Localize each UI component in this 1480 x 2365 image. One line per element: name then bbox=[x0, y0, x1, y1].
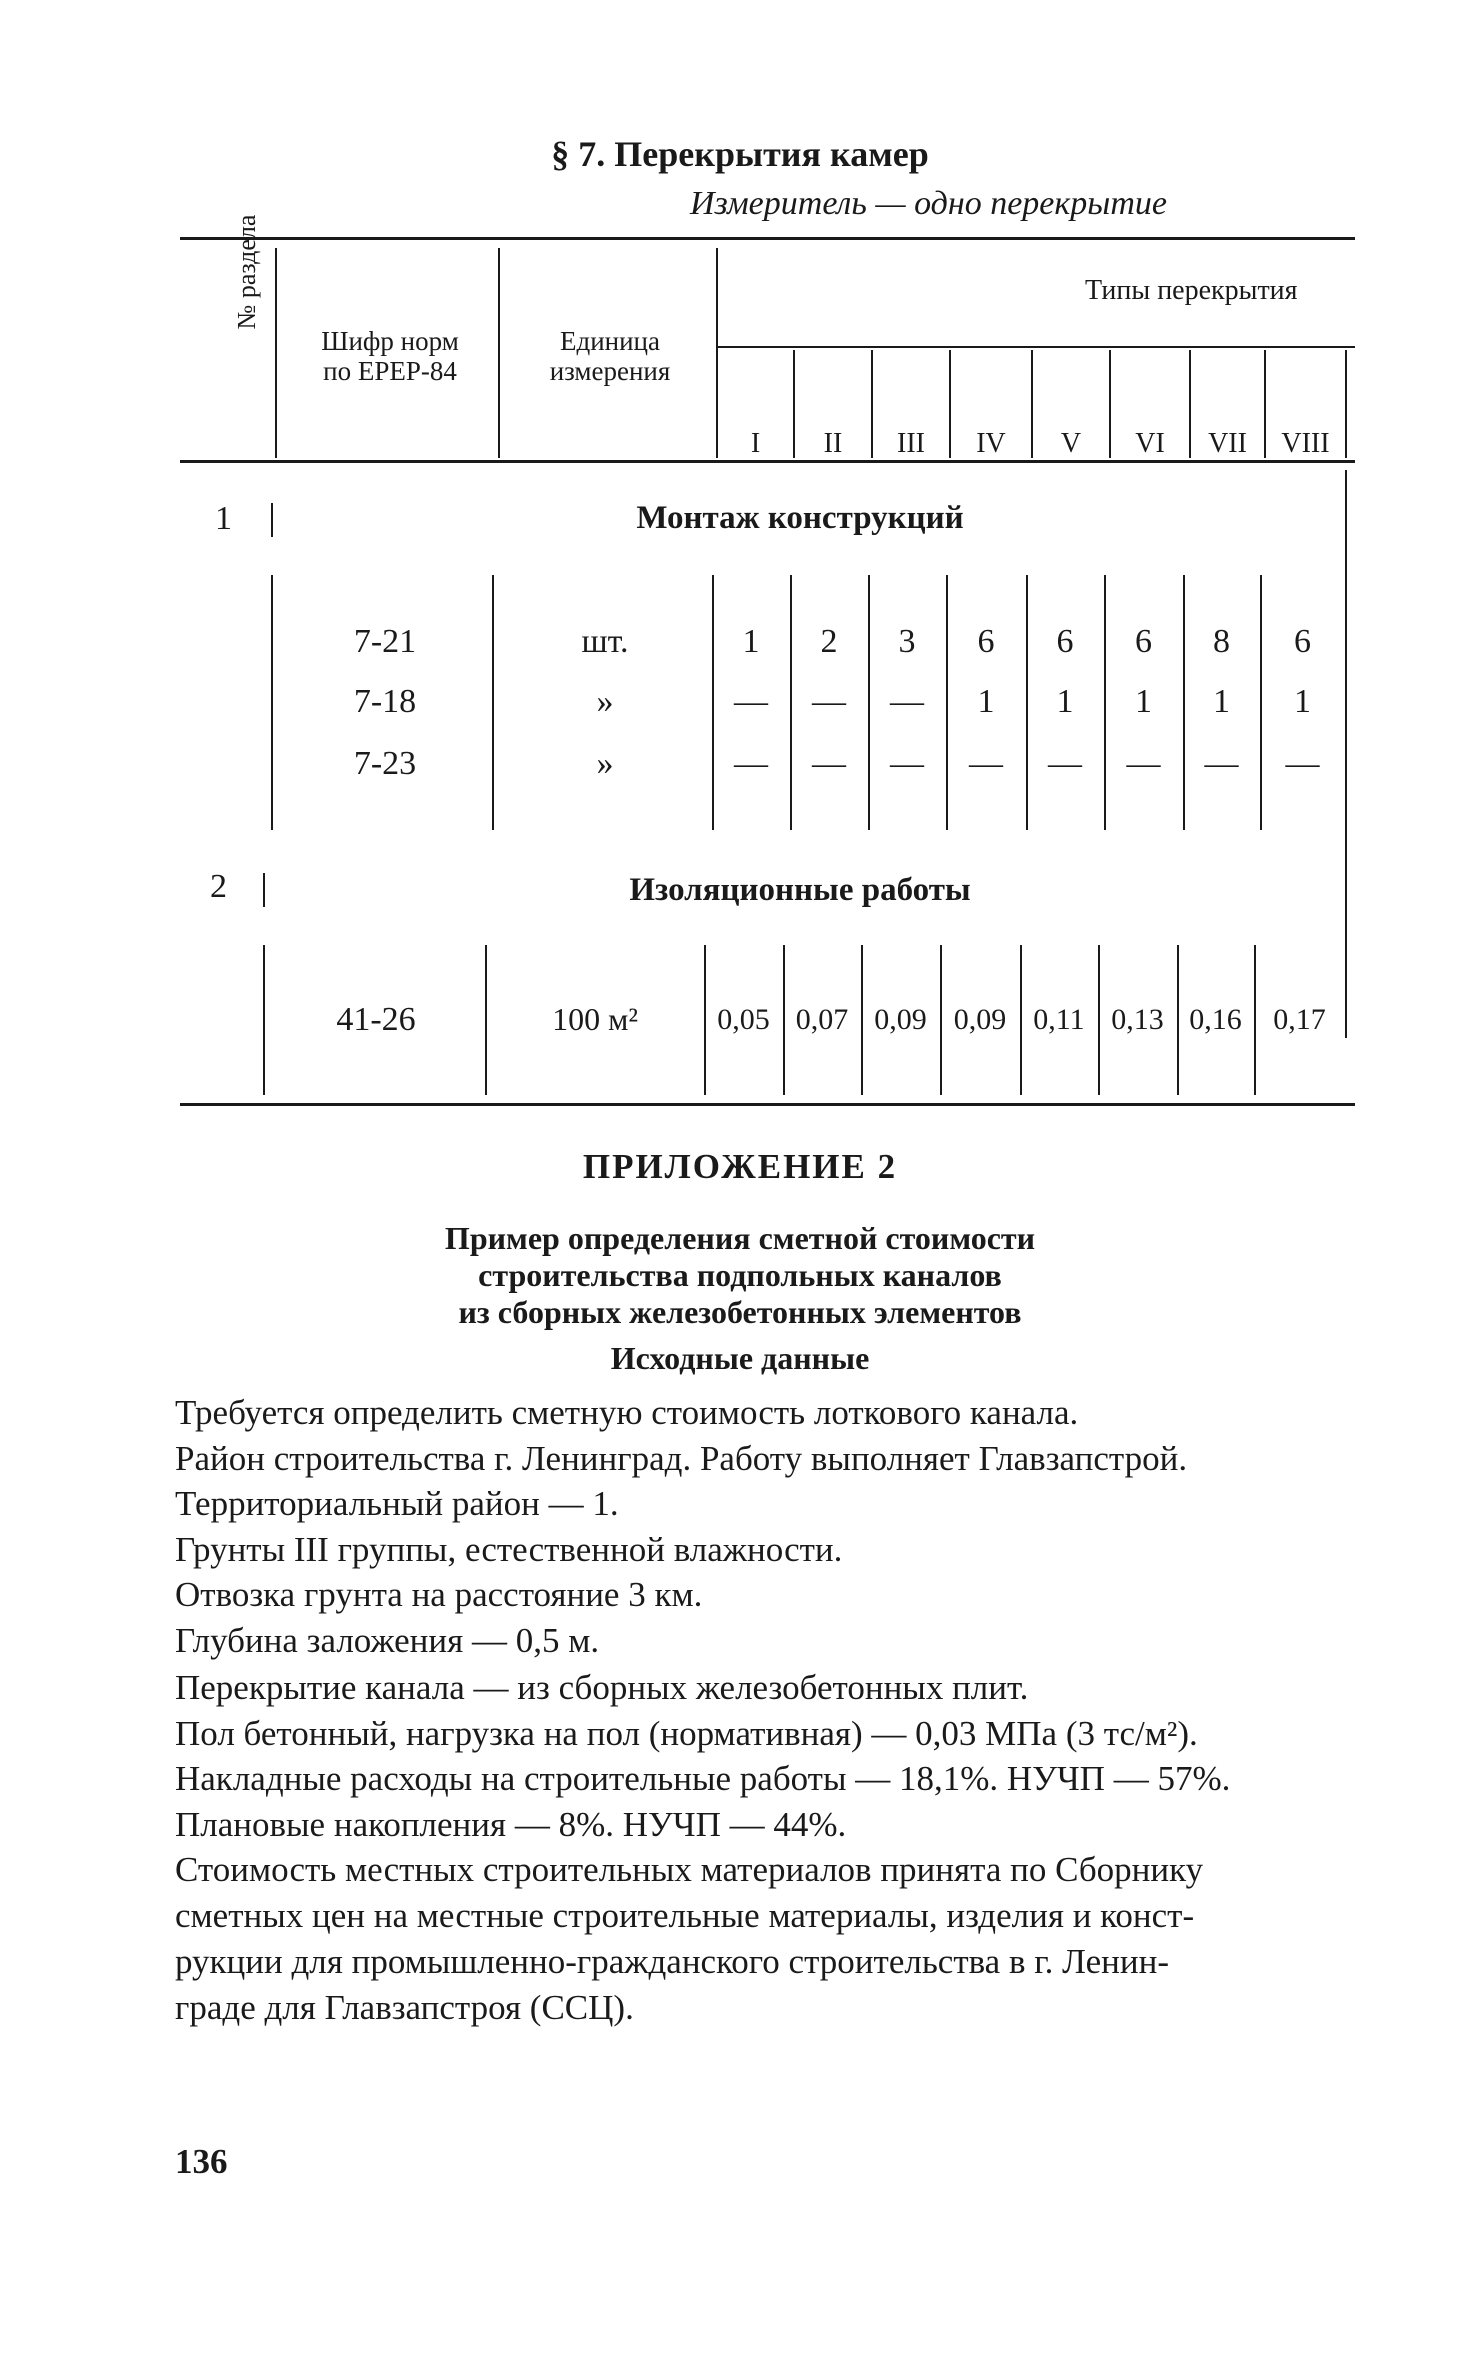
value: — bbox=[890, 745, 924, 782]
value: 6 bbox=[1056, 623, 1074, 660]
body-divider bbox=[263, 945, 265, 1095]
norm-code: 7-21 bbox=[353, 623, 417, 660]
value: 1 bbox=[1294, 683, 1311, 720]
header-divider bbox=[498, 248, 500, 458]
section-number: 1 bbox=[215, 500, 232, 537]
header-divider bbox=[275, 248, 277, 458]
value: — bbox=[890, 683, 924, 720]
unit-header-line2: измерения bbox=[549, 356, 671, 386]
value: — bbox=[734, 683, 768, 720]
value: 8 bbox=[1213, 623, 1230, 660]
body-divider bbox=[271, 575, 273, 830]
value: 6 bbox=[977, 623, 995, 660]
list-item: Требуется определить сметную стоимость лоткового канала. bbox=[175, 1393, 1079, 1432]
unit: » bbox=[596, 745, 614, 782]
value: 2 bbox=[820, 623, 838, 660]
norm-code: 41-26 bbox=[336, 1001, 416, 1038]
value: 1 bbox=[977, 683, 995, 720]
value: — bbox=[969, 745, 1003, 782]
appendix-subtitle-line: Пример определения сметной стоимости bbox=[444, 1220, 1036, 1256]
type-label: I bbox=[750, 428, 761, 459]
unit: 100 м² bbox=[552, 1001, 638, 1037]
section-marker bbox=[263, 873, 265, 907]
unit: » bbox=[596, 683, 614, 720]
table-top-rule bbox=[180, 237, 1355, 240]
types-header: Типы перекрытия bbox=[1085, 275, 1298, 306]
section-number-header: № раздела bbox=[232, 214, 261, 330]
list-item: Глубина заложения — 0,5 м. bbox=[175, 1621, 600, 1660]
unit-header bbox=[505, 326, 715, 386]
type-label: V bbox=[1060, 428, 1082, 459]
paragraph-line: сметных цен на местные строительные материалы, изделия и конст- bbox=[175, 1896, 1195, 1935]
type-label: II bbox=[823, 428, 843, 459]
source-data-heading: Исходные данные bbox=[610, 1340, 870, 1376]
section-title: Монтаж конструкций bbox=[636, 500, 964, 536]
value: 1 bbox=[742, 623, 760, 660]
value: — bbox=[734, 745, 768, 782]
list-item: Плановые накопления — 8%. НУЧП — 44%. bbox=[175, 1805, 847, 1844]
types-header-rule bbox=[718, 346, 1355, 348]
paragraph-line: граде для Главзапстроя (ССЦ). bbox=[175, 1988, 634, 2027]
value: 0,16 bbox=[1189, 1003, 1242, 1036]
value: 0,05 bbox=[717, 1003, 770, 1036]
appendix-subtitle-line: строительства подпольных каналов bbox=[478, 1257, 1002, 1293]
value: — bbox=[812, 683, 846, 720]
body-divider bbox=[492, 575, 494, 830]
value: — bbox=[812, 745, 846, 782]
norm-code-header-line2: по ЕРЕР-84 bbox=[323, 356, 457, 386]
value: 0,13 bbox=[1111, 1003, 1164, 1036]
value: 0,09 bbox=[874, 1003, 927, 1036]
appendix-title: ПРИЛОЖЕНИЕ 2 bbox=[582, 1147, 898, 1186]
section-title: Изоляционные работы bbox=[629, 872, 971, 908]
value: 0,11 bbox=[1033, 1003, 1085, 1036]
norm-code-header-line1: Шифр норм bbox=[321, 326, 459, 356]
type-label: VI bbox=[1135, 428, 1165, 459]
norm-code: 7-18 bbox=[353, 683, 417, 720]
value: 6 bbox=[1294, 623, 1311, 660]
value: 0,07 bbox=[795, 1003, 849, 1036]
norm-code-header bbox=[285, 326, 495, 386]
type-label: VIII bbox=[1281, 428, 1330, 459]
table-right-border bbox=[1345, 470, 1347, 1038]
value: — bbox=[1204, 745, 1239, 782]
value: 0,17 bbox=[1273, 1003, 1326, 1036]
section-number: 2 bbox=[210, 868, 227, 905]
value: 3 bbox=[898, 623, 916, 660]
value: 1 bbox=[1056, 683, 1074, 720]
type-label: III bbox=[897, 428, 925, 459]
paragraph-line: Стоимость местных строительных материалов принята по Сборнику bbox=[175, 1850, 1204, 1889]
type-label: IV bbox=[976, 428, 1006, 459]
list-item: Пол бетонный, нагрузка на пол (нормативная) — 0,03 МПа (3 тс/м²). bbox=[175, 1714, 1198, 1753]
paragraph-line: рукции для промышленно-гражданского строительства в г. Ленин- bbox=[175, 1942, 1170, 1981]
list-item: Отвозка грунта на расстояние 3 км. bbox=[175, 1575, 703, 1614]
value: 1 bbox=[1213, 683, 1230, 720]
page-number: 136 bbox=[175, 2142, 228, 2181]
list-item: Территориальный район — 1. bbox=[175, 1484, 619, 1523]
unit-header-line1: Единица bbox=[559, 326, 660, 356]
appendix-subtitle bbox=[0, 1220, 1480, 1331]
list-item: Район строительства г. Ленинград. Работу выполняет Главзапстрой. bbox=[175, 1439, 1188, 1478]
body-divider bbox=[485, 945, 487, 1095]
section-marker bbox=[271, 503, 273, 537]
value: — bbox=[1285, 745, 1320, 782]
header-divider bbox=[716, 248, 718, 458]
value: — bbox=[1048, 745, 1082, 782]
header-divider bbox=[1345, 350, 1347, 458]
appendix-subtitle-line: из сборных железобетонных элементов bbox=[458, 1294, 1022, 1330]
list-item: Грунты III группы, естественной влажности. bbox=[175, 1530, 843, 1569]
section-title: § 7. Перекрытия камер bbox=[551, 134, 929, 174]
value: 6 bbox=[1135, 623, 1152, 660]
type-label: VII bbox=[1208, 428, 1247, 459]
measure-caption: Измеритель — одно перекрытие bbox=[690, 185, 1167, 222]
value: 1 bbox=[1135, 683, 1152, 720]
list-item: Накладные расходы на строительные работы — 18,1%. НУЧП — 57%. bbox=[175, 1759, 1231, 1798]
value: 0,09 bbox=[953, 1003, 1007, 1036]
table-bottom-rule bbox=[180, 1103, 1355, 1106]
unit: шт. bbox=[581, 623, 629, 660]
list-item: Перекрытие канала — из сборных железобетонных плит. bbox=[175, 1668, 1029, 1707]
header-bottom-rule bbox=[180, 460, 1355, 463]
norm-code: 7-23 bbox=[353, 745, 417, 782]
value: — bbox=[1126, 745, 1161, 782]
